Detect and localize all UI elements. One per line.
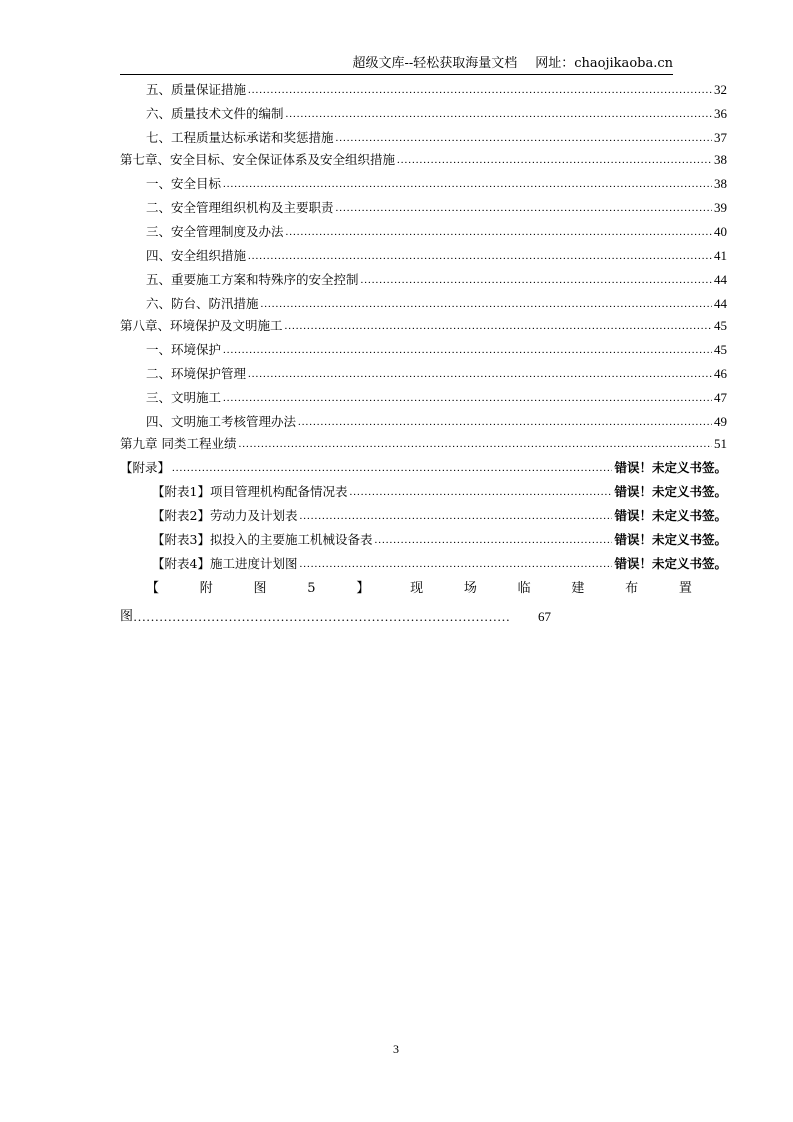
dot-leader <box>172 458 612 478</box>
dot-leader <box>286 104 712 124</box>
dot-leader <box>336 128 712 148</box>
toc-page-number: 44 <box>714 272 727 287</box>
toc-page-number: 41 <box>714 248 727 263</box>
toc-entry-title: 二、环境保护管理 <box>146 366 247 381</box>
toc-entry-title: 三、文明施工 <box>146 390 222 405</box>
toc-entry[interactable] <box>120 412 727 432</box>
toc-entry[interactable] <box>120 340 727 360</box>
toc-title-char: 临 <box>517 581 531 596</box>
dot-leader <box>349 482 612 502</box>
toc-page-number: 37 <box>714 130 727 145</box>
toc-title-char: 置 <box>678 581 692 596</box>
toc-title-char: 5 <box>307 581 316 596</box>
toc-page-number: 38 <box>714 152 727 167</box>
dot-leader: …………………………………………………………………………… <box>133 609 511 624</box>
toc-entry[interactable] <box>120 222 727 242</box>
toc-page-number: 错误！未定义书签。 <box>614 532 727 547</box>
toc-entry[interactable] <box>120 434 727 454</box>
toc-page-number: 67 <box>538 609 552 624</box>
toc-entry-appendix5-line2[interactable] <box>120 606 560 628</box>
toc-title-char: 附 <box>199 581 213 596</box>
toc-entry[interactable] <box>120 80 727 100</box>
toc-page-number: 错误！未定义书签。 <box>614 556 727 571</box>
toc-entry-title: 六、质量技术文件的编制 <box>146 106 284 121</box>
toc-entry[interactable] <box>120 270 727 290</box>
toc-entry[interactable] <box>120 246 727 266</box>
toc-entry-title: 三、安全管理制度及办法 <box>146 224 284 239</box>
toc-entry[interactable] <box>120 506 727 526</box>
page-header <box>120 54 673 75</box>
toc-page-number: 错误！未定义书签。 <box>614 484 727 499</box>
toc-page-number: 47 <box>714 390 727 405</box>
toc-entry[interactable] <box>120 316 727 336</box>
toc-entry-title: 一、环境保护 <box>146 342 222 357</box>
toc-entry-title: 图 <box>120 609 134 624</box>
dot-leader <box>299 554 612 574</box>
toc-page-number: 44 <box>714 296 727 311</box>
toc-entry-title: 【附表2】劳动力及计划表 <box>152 508 298 523</box>
toc-entry-title: 第九章 同类工程业绩 <box>120 436 237 451</box>
toc-entry[interactable] <box>120 458 727 478</box>
toc-page-number: 46 <box>714 366 727 381</box>
toc-entry-title: 第七章、安全目标、安全保证体系及安全组织措施 <box>120 152 396 167</box>
toc-page-number: 38 <box>714 176 727 191</box>
toc-entry-title: 【附表4】施工进度计划图 <box>152 556 298 571</box>
dot-leader <box>374 530 612 550</box>
table-of-contents <box>120 80 727 628</box>
toc-entry[interactable] <box>120 174 727 194</box>
dot-leader <box>361 270 712 290</box>
toc-entry-title: 七、工程质量达标承诺和奖惩措施 <box>146 130 334 145</box>
dot-leader <box>238 434 712 454</box>
toc-entry[interactable] <box>120 104 727 124</box>
toc-page-number: 49 <box>714 414 727 429</box>
toc-entries <box>120 80 727 574</box>
toc-title-char: 建 <box>571 581 585 596</box>
dot-leader <box>336 198 712 218</box>
dot-leader <box>397 150 712 170</box>
toc-title-char: 】 <box>356 581 370 596</box>
toc-page-number: 40 <box>714 224 727 239</box>
header-site-name: 超级文库--轻松获取海量文档 <box>352 56 518 71</box>
toc-entry-title: 六、防台、防汛措施 <box>146 296 259 311</box>
toc-title-char: 现 <box>410 581 424 596</box>
toc-title-char: 【 <box>146 581 160 596</box>
toc-page-number: 45 <box>714 342 727 357</box>
toc-page-number: 36 <box>714 106 727 121</box>
dot-leader <box>248 364 712 384</box>
toc-title-char: 场 <box>463 581 477 596</box>
toc-entry[interactable] <box>120 198 727 218</box>
toc-entry-title: 【附表1】项目管理机构配备情况表 <box>152 484 348 499</box>
toc-entry[interactable] <box>120 294 727 314</box>
toc-entry-title: 【附录】 <box>120 460 171 475</box>
toc-entry-title: 四、文明施工考核管理办法 <box>146 414 297 429</box>
toc-entry-title: 五、质量保证措施 <box>146 82 247 97</box>
toc-page-number: 错误！未定义书签。 <box>614 460 727 475</box>
toc-entry[interactable] <box>120 388 727 408</box>
dot-leader <box>223 340 712 360</box>
toc-page-number: 39 <box>714 200 727 215</box>
toc-entry[interactable] <box>120 150 727 170</box>
toc-entry[interactable] <box>120 364 727 384</box>
dot-leader <box>261 294 712 314</box>
dot-leader <box>299 506 612 526</box>
toc-page-number: 51 <box>714 436 727 451</box>
header-url: 网址：chaojikaoba.cn <box>535 56 673 71</box>
dot-leader <box>223 388 712 408</box>
toc-entry[interactable] <box>120 554 727 574</box>
toc-entry-title: 【附表3】拟投入的主要施工机械设备表 <box>152 532 373 547</box>
toc-entry-title: 五、重要施工方案和特殊序的安全控制 <box>146 272 359 287</box>
toc-page-number: 45 <box>714 318 727 333</box>
toc-entry-title: 四、安全组织措施 <box>146 248 247 263</box>
page-number: 3 <box>393 1042 399 1056</box>
toc-entry-title: 二、安全管理组织机构及主要职责 <box>146 200 334 215</box>
dot-leader <box>223 174 712 194</box>
dot-leader <box>286 222 712 242</box>
toc-entry-title: 一、安全目标 <box>146 176 222 191</box>
toc-title-char: 图 <box>253 581 267 596</box>
toc-entry[interactable] <box>120 530 727 550</box>
toc-page-number: 32 <box>714 82 727 97</box>
toc-entry-appendix5-line1[interactable] <box>146 578 692 600</box>
dot-leader <box>248 246 712 266</box>
toc-title-char: 布 <box>625 581 639 596</box>
toc-entry[interactable] <box>120 128 727 148</box>
toc-page-number: 错误！未定义书签。 <box>614 508 727 523</box>
toc-entry[interactable] <box>120 482 727 502</box>
dot-leader <box>298 412 712 432</box>
toc-entry-title: 第八章、环境保护及文明施工 <box>120 318 283 333</box>
dot-leader <box>285 316 712 336</box>
dot-leader <box>248 80 712 100</box>
